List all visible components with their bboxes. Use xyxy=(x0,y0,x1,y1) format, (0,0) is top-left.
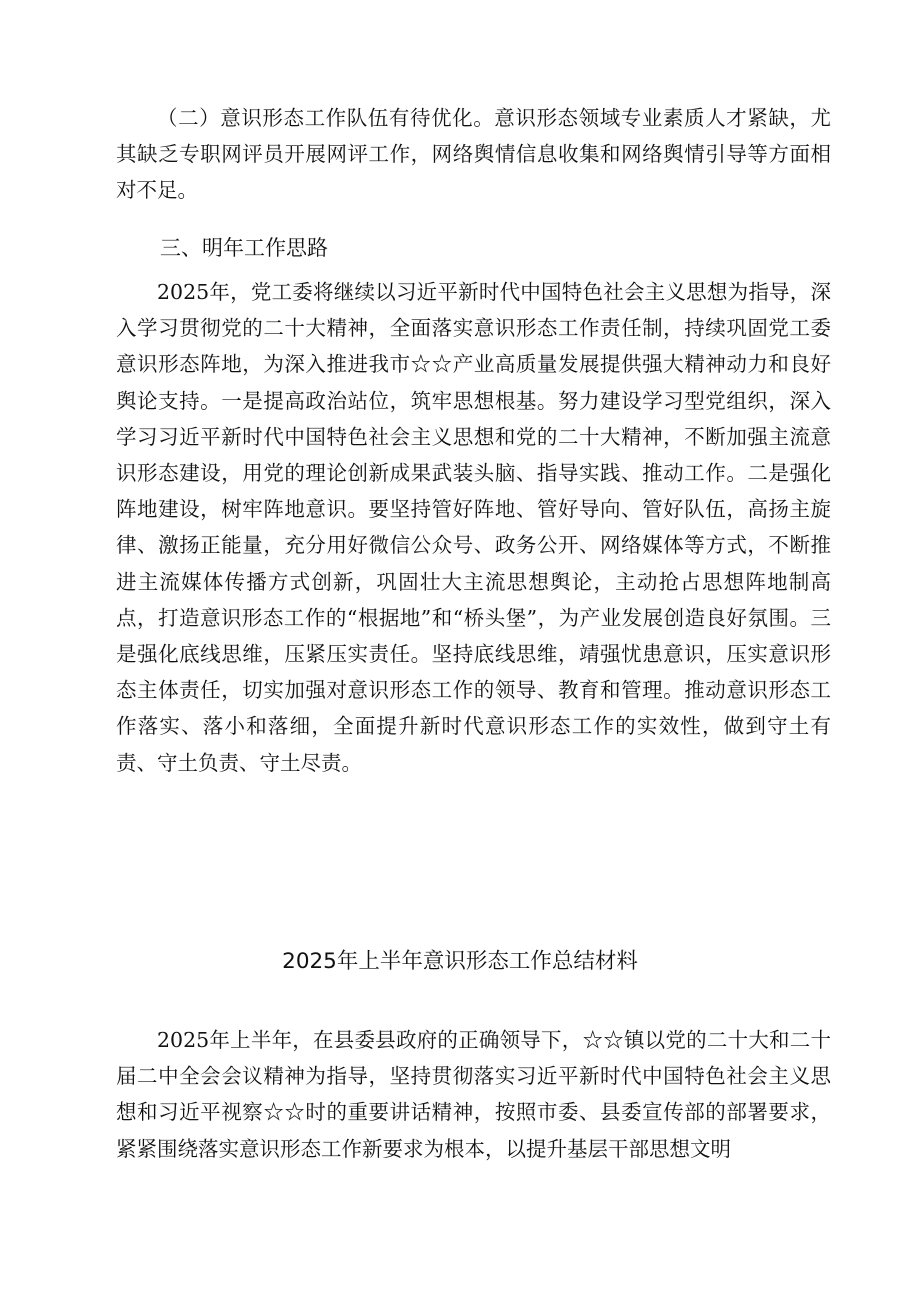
section-three-heading: 三、明年工作思路 xyxy=(160,236,328,260)
section-two-item-paragraph: （二）意识形态工作队伍有待优化。意识形态领域专业素质人才紧缺，尤其缺乏专职网评员开展网评工作，网络舆情信息收集和网络舆情引导等方面相对不足。 xyxy=(116,106,831,203)
document-title: 2025年上半年意识形态工作总结材料 xyxy=(282,949,638,974)
section-three-body-paragraph: 2025年，党工委将继续以习近平新时代中国特色社会主义思想为指导，深入学习贯彻党的二十大精神，全面落实意识形态工作责任制，持续巩固党工委意识形态阵地，为深入推进我市☆☆产业高质量发展提供强大精神动力和良好舆论支持。一是提高政治站位，筑牢思想根基。努力建设学习型党组织，深入学习习近平新时代中国特色社会主义思想和党的二十大精神，不断加强主流意识形态建设，用党的理论创新成果武装头脑、指导实践、推动工作。二是强化阵地建设，树牢阵地意识。要坚持管好阵地、管好导向、管好队伍，高扬主旋律、激扬正能量，充分用好微信公众号、政务公开、网络媒体等方式，不断推进主流媒体传播方式创新，巩固壮大主流思想舆论，主动抢占思想阵地制高点，打造意识形态工作的“根据地”和“桥头堡”，为产业发展创造良好氛围。三是强化底线思维，压紧压实责任。坚持底线思维，靖强忧患意识，压实意识形态主体责任，切实加强对意识形态工作的领导、教育和管理。推动意识形态工作落实、落小和落细，全面提升新时代意识形态工作的实效性，做到守土有责、守土负责、守土尽责。 xyxy=(116,280,831,775)
document-intro-paragraph: 2025年上半年，在县委县政府的正确领导下，☆☆镇以党的二十大和二十届二中全会会议精神为指导，坚持贯彻落实习近平新时代中国特色社会主义思想和习近平视察☆☆时的重要讲话精神，按照市委、县委宣传部的部署要求，紧紧围绕落实意识形态工作新要求为根本，以提升基层干部思想文明 xyxy=(116,1028,831,1161)
